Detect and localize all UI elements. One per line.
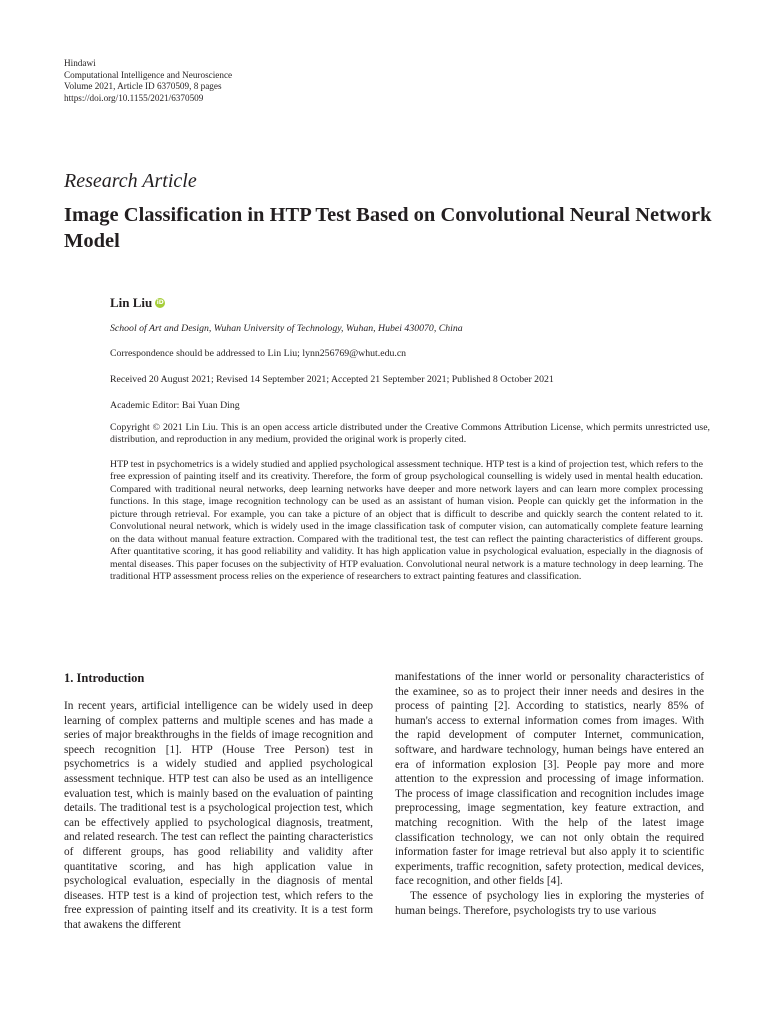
body-paragraph: In recent years, artificial intelligence can be widely used in deep learning of complex patterns and multiple scenes and has made a series of major breakthroughs in the fields of image recognition and speech recognition [1]. HTP (House Tree Person) test in psychometrics is a widely studied and applied psychological assessment technique. HTP test can also be used as an intelligence evaluation test, which is mainly based on the evaluation of painting details. The traditional test is a psychological projection test, which can be effectively applied to psychological diagnosis, treatment, and related research. The test can reflect the painting characteristics of different groups, has good reliability and validity after quantitative scoring, and has high application value in psychological evaluation, especially in the diagnosis of mental diseases. HTP test is a kind of projection test, which refers to the free expression of painting itself and its creativity. It is a test form that awakens the different: [64, 700, 373, 931]
body-column-left: [64, 670, 373, 933]
author-line: [110, 295, 165, 311]
abstract: HTP test in psychometrics is a widely studied and applied psychological assessment technique. HTP test is a kind of projection test, which refers to the free expression of painting itself and its creativity. Therefore, the form of group psychological counselling is widely used in mental health education. Compared with traditional neural networks, deep learning networks have deeper and more network layers and can learn more complex processing functions. In this stage, image recognition technology can be used as an assistant of human vision. People can quickly get the information in the picture through retrieval. For example, you can take a picture of an object that is difficult to describe and quickly search the content related to it. Convolutional neural network, which is widely used in the image classification task of computer vision, can automatically complete feature learning on the data without manual feature extraction. Compared with the traditional test, the test can reflect the painting characteristics of different groups. After quantitative scoring, it has good reliability and validity. It has high application value in psychological evaluation, especially in the diagnosis of mental diseases. This paper focuses on the subjectivity of HTP evaluation. Convolutional neural network is a mature technology in deep learning. The traditional HTP assessment process relies on the experience of researchers to extract painting features and classification.: [110, 459, 703, 583]
copyright-notice: Copyright © 2021 Lin Liu. This is an open access article distributed under the Creative Commons Attribution License, which permits unrestricted use, distribution, and reproduction in any medium, provided the original work is properly cited.: [110, 422, 710, 446]
doi-link[interactable]: https://doi.org/10.1155/2021/6370509: [64, 92, 204, 103]
journal-name: Computational Intelligence and Neuroscience: [64, 69, 233, 80]
orcid-icon[interactable]: iD: [156, 299, 164, 306]
publisher-name: Hindawi: [64, 58, 96, 68]
academic-editor: Academic Editor: Bai Yuan Ding: [110, 400, 240, 411]
volume-info: Volume 2021, Article ID 6370509, 8 pages: [64, 81, 222, 92]
paper-title: Image Classification in HTP Test Based on Convolutional Neural Network Model: [64, 204, 712, 252]
section-heading: 1. Introduction: [64, 671, 145, 685]
correspondence: Correspondence should be addressed to Lin Liu; lynn256769@whut.edu.cn: [110, 348, 407, 359]
affiliation: School of Art and Design, Wuhan University of Technology, Wuhan, Hubei 430070, China: [110, 323, 463, 334]
body-paragraph: The essence of psychology lies in exploring the mysteries of human beings. Therefore, psychologists try to use various: [395, 889, 704, 917]
author-name: Lin Liu: [110, 295, 153, 310]
body-paragraph-continued: manifestations of the inner world or personality characteristics of the examinee, so as to project their inner needs and desires in the process of painting [2]. According to statistics, nearly 85% of human's access to external information comes from images. With the rapid development of computer Internet, communication, software, and hardware technology, human beings have entered an era of information explosion [3]. People pay more and more attention to the expression and processing of image information. The process of image classification and recognition includes image preprocessing, image segmentation, key feature extraction, and matching recognition. With the help of the latest image classification technology, we can not only obtain the required information faster for image retrieval but also apply it to scientific experiments, traffic recognition, safety protection, medical devices, face recognition, and other fields [4].: [395, 671, 704, 888]
publication-dates: Received 20 August 2021; Revised 14 September 2021; Accepted 21 September 2021; Published 8 October 2021: [110, 374, 554, 385]
body-column-right: [395, 670, 704, 918]
journal-header: [64, 58, 232, 104]
article-type: Research Article: [64, 170, 197, 192]
